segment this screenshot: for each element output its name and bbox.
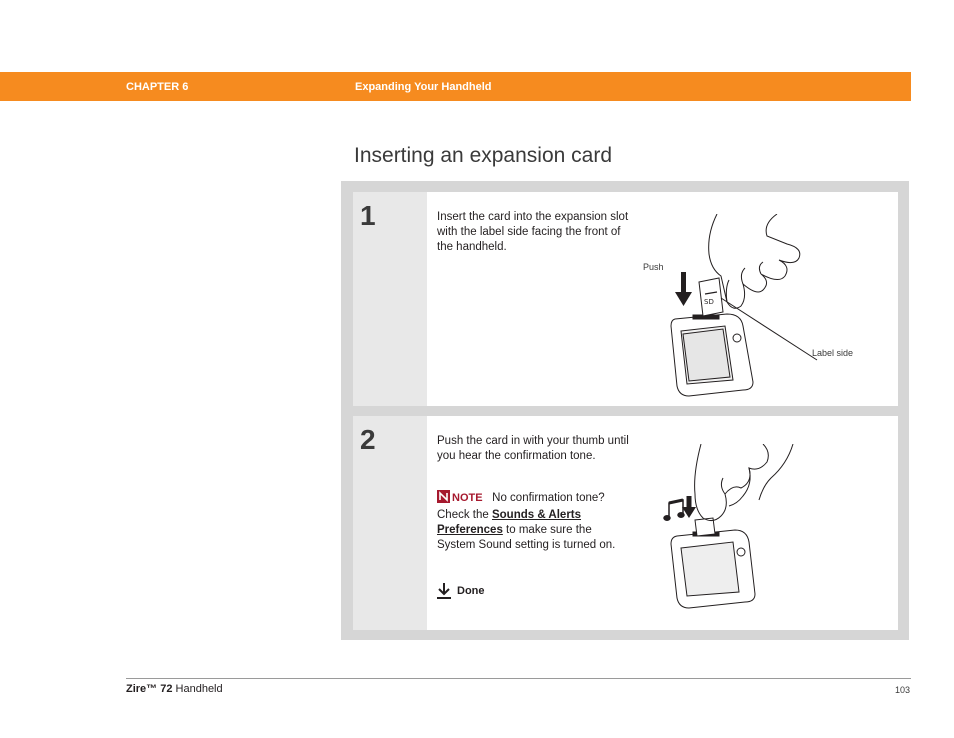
done-arrow-icon bbox=[437, 583, 451, 599]
svg-text:SD: SD bbox=[704, 298, 714, 306]
step-2-text: Push the card in with your thumb until you hear the confirmation tone. bbox=[437, 435, 629, 462]
footer-product-rest: Handheld bbox=[172, 683, 223, 695]
page-title: Inserting an expansion card bbox=[354, 144, 612, 167]
note-icon bbox=[437, 490, 450, 508]
hand-inserting-card-icon bbox=[667, 214, 867, 399]
step-2-number-column bbox=[353, 416, 427, 630]
note-block bbox=[437, 490, 629, 553]
chapter-header-bar bbox=[0, 72, 911, 101]
footer-product-name bbox=[126, 683, 223, 695]
label-side-callout: Label side bbox=[812, 348, 854, 358]
note-text-after: to make sure the System Sound setting is turned on. bbox=[437, 524, 616, 551]
footer-rule bbox=[126, 678, 911, 679]
chapter-title: Expanding Your Handheld bbox=[355, 81, 492, 93]
push-callout: Push bbox=[643, 262, 664, 272]
step-2-content bbox=[427, 416, 898, 630]
step-1-number-column bbox=[353, 192, 427, 406]
footer-product-bold: Zire™ 72 bbox=[126, 683, 173, 695]
push-down-arrow-icon bbox=[682, 496, 696, 518]
note-text-before: No confirmation tone? Check the bbox=[437, 492, 605, 521]
done-row bbox=[437, 583, 485, 599]
done-label: Done bbox=[457, 585, 485, 597]
page-number: 103 bbox=[895, 685, 911, 695]
step-1-number: 1 bbox=[360, 200, 376, 231]
thumb-pushing-card-icon bbox=[663, 444, 813, 624]
step-1-content bbox=[427, 192, 898, 406]
steps-container bbox=[341, 181, 909, 640]
note-label: NOTE bbox=[452, 492, 483, 504]
chapter-label: CHAPTER 6 bbox=[126, 81, 189, 93]
step-2-number: 2 bbox=[360, 424, 376, 455]
sounds-alerts-preferences-link[interactable]: Sounds & Alerts Preferences bbox=[437, 509, 582, 536]
step-1-text: Insert the card into the expansion slot with the label side facing the front of the handheld. bbox=[437, 211, 629, 253]
